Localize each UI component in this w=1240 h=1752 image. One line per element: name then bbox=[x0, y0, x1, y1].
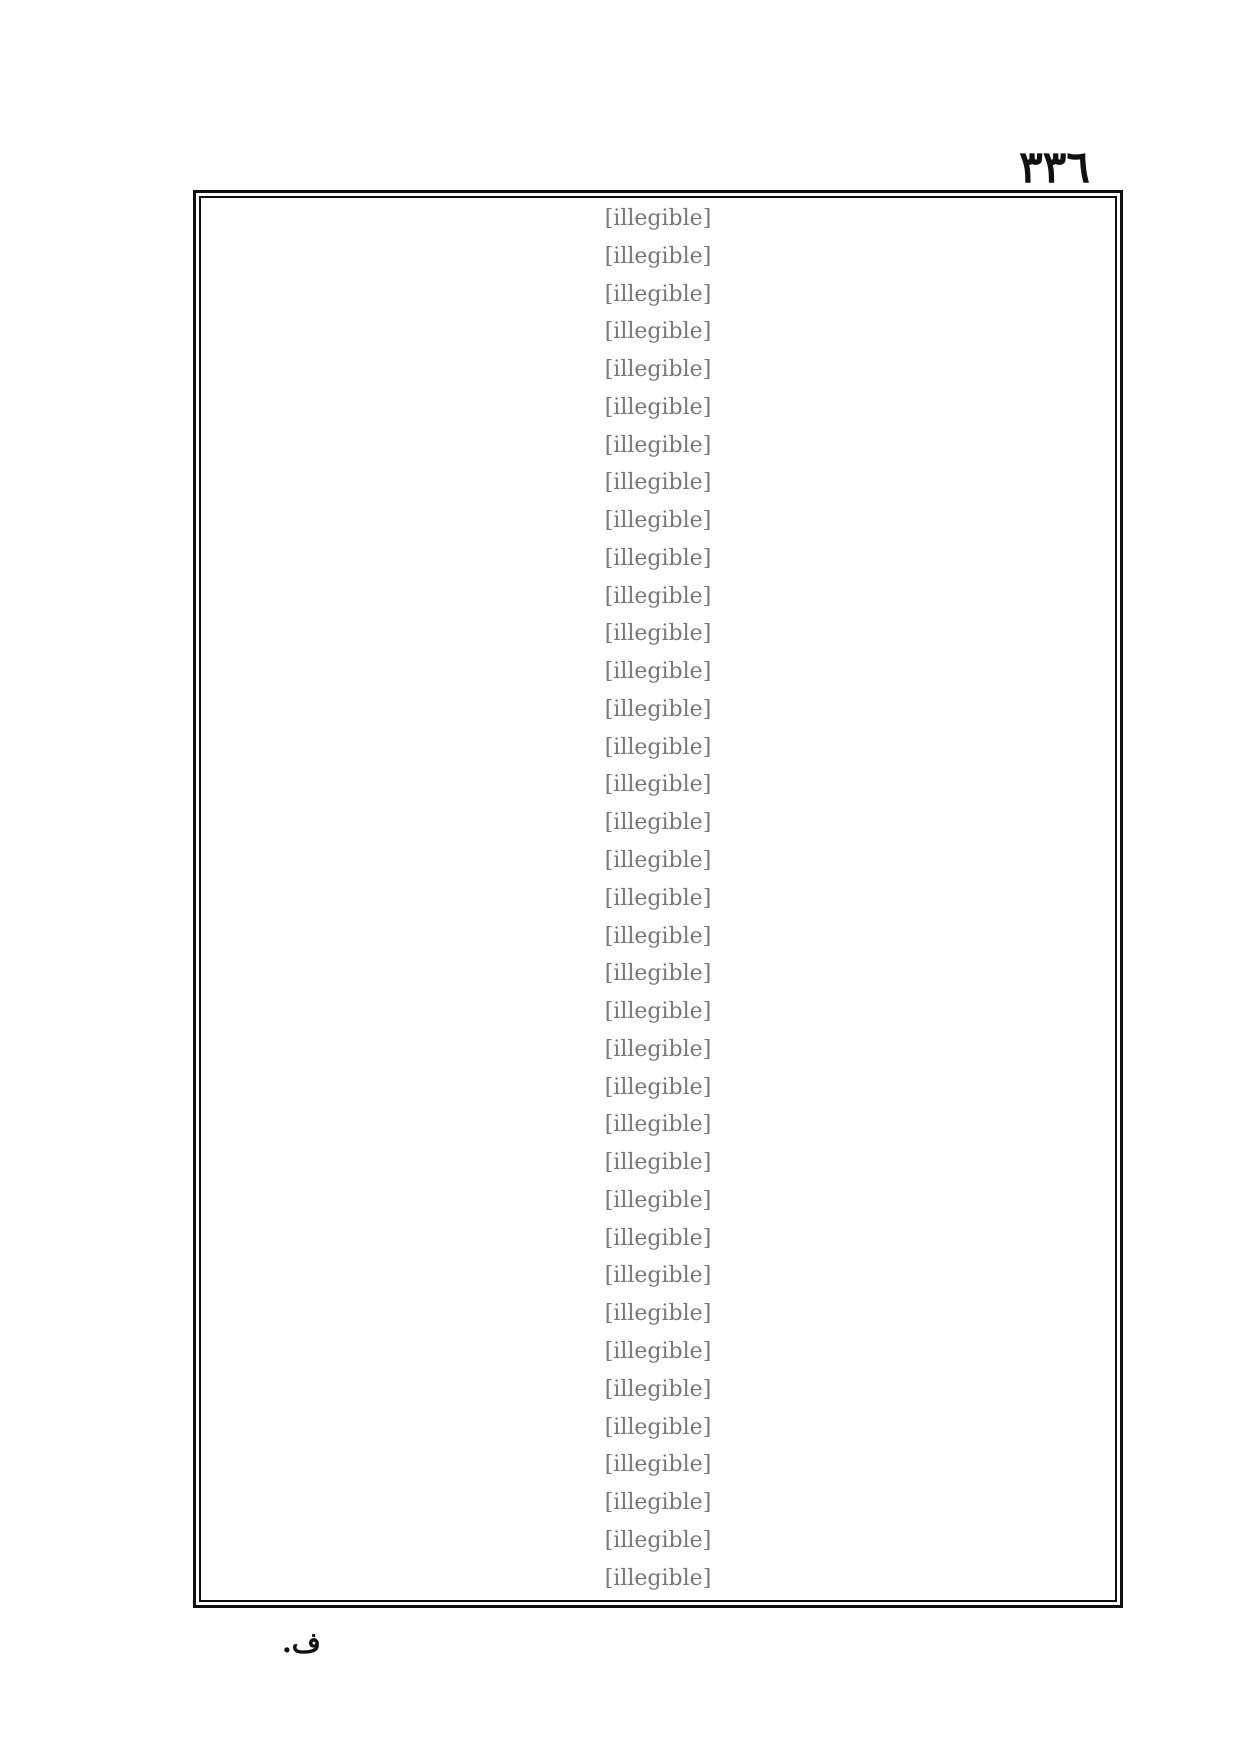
catchword: ف. bbox=[282, 1626, 321, 1659]
page-number: ٣٣٦ bbox=[1019, 142, 1090, 193]
text-line: [illegible] bbox=[604, 432, 712, 458]
text-line: [illegible] bbox=[604, 545, 712, 571]
text-line: [illegible] bbox=[604, 319, 712, 345]
text-line: [illegible] bbox=[604, 659, 712, 685]
text-line: [illegible] bbox=[604, 206, 712, 231]
text-line: [illegible] bbox=[604, 1112, 712, 1138]
text-line: [illegible] bbox=[604, 923, 712, 949]
text-body bbox=[208, 201, 1108, 1597]
text-line: [illegible] bbox=[604, 1225, 712, 1251]
text-line: [illegible] bbox=[604, 885, 712, 911]
text-line: [illegible] bbox=[604, 394, 712, 420]
text-line: [illegible] bbox=[604, 508, 712, 534]
text-line: [illegible] bbox=[604, 696, 712, 722]
text-line: [illegible] bbox=[604, 1452, 712, 1478]
text-line: [illegible] bbox=[604, 1527, 712, 1553]
text-line: [illegible] bbox=[604, 281, 712, 307]
text-line: [illegible] bbox=[604, 1187, 712, 1213]
text-line: [illegible] bbox=[604, 583, 712, 609]
text-line: [illegible] bbox=[604, 243, 712, 269]
text-line: [illegible] bbox=[604, 1565, 712, 1591]
text-line: [illegible] bbox=[604, 999, 712, 1025]
text-line: [illegible] bbox=[604, 734, 712, 760]
text-line: [illegible] bbox=[604, 1376, 712, 1402]
text-line: [illegible] bbox=[604, 1414, 712, 1440]
text-line: [illegible] bbox=[604, 470, 712, 496]
text-line: [illegible] bbox=[604, 810, 712, 836]
text-line: [illegible] bbox=[604, 1301, 712, 1327]
text-line: [illegible] bbox=[604, 357, 712, 383]
text-line: [illegible] bbox=[604, 1338, 712, 1364]
text-line: [illegible] bbox=[604, 1150, 712, 1176]
text-line: [illegible] bbox=[604, 1490, 712, 1516]
text-line: [illegible] bbox=[604, 772, 712, 798]
text-line: [illegible] bbox=[604, 961, 712, 987]
text-line: [illegible] bbox=[604, 621, 712, 647]
text-line: [illegible] bbox=[604, 1263, 712, 1289]
text-line: [illegible] bbox=[604, 848, 712, 874]
text-line: [illegible] bbox=[604, 1074, 712, 1100]
text-frame bbox=[193, 190, 1123, 1608]
text-line: [illegible] bbox=[604, 1036, 712, 1062]
